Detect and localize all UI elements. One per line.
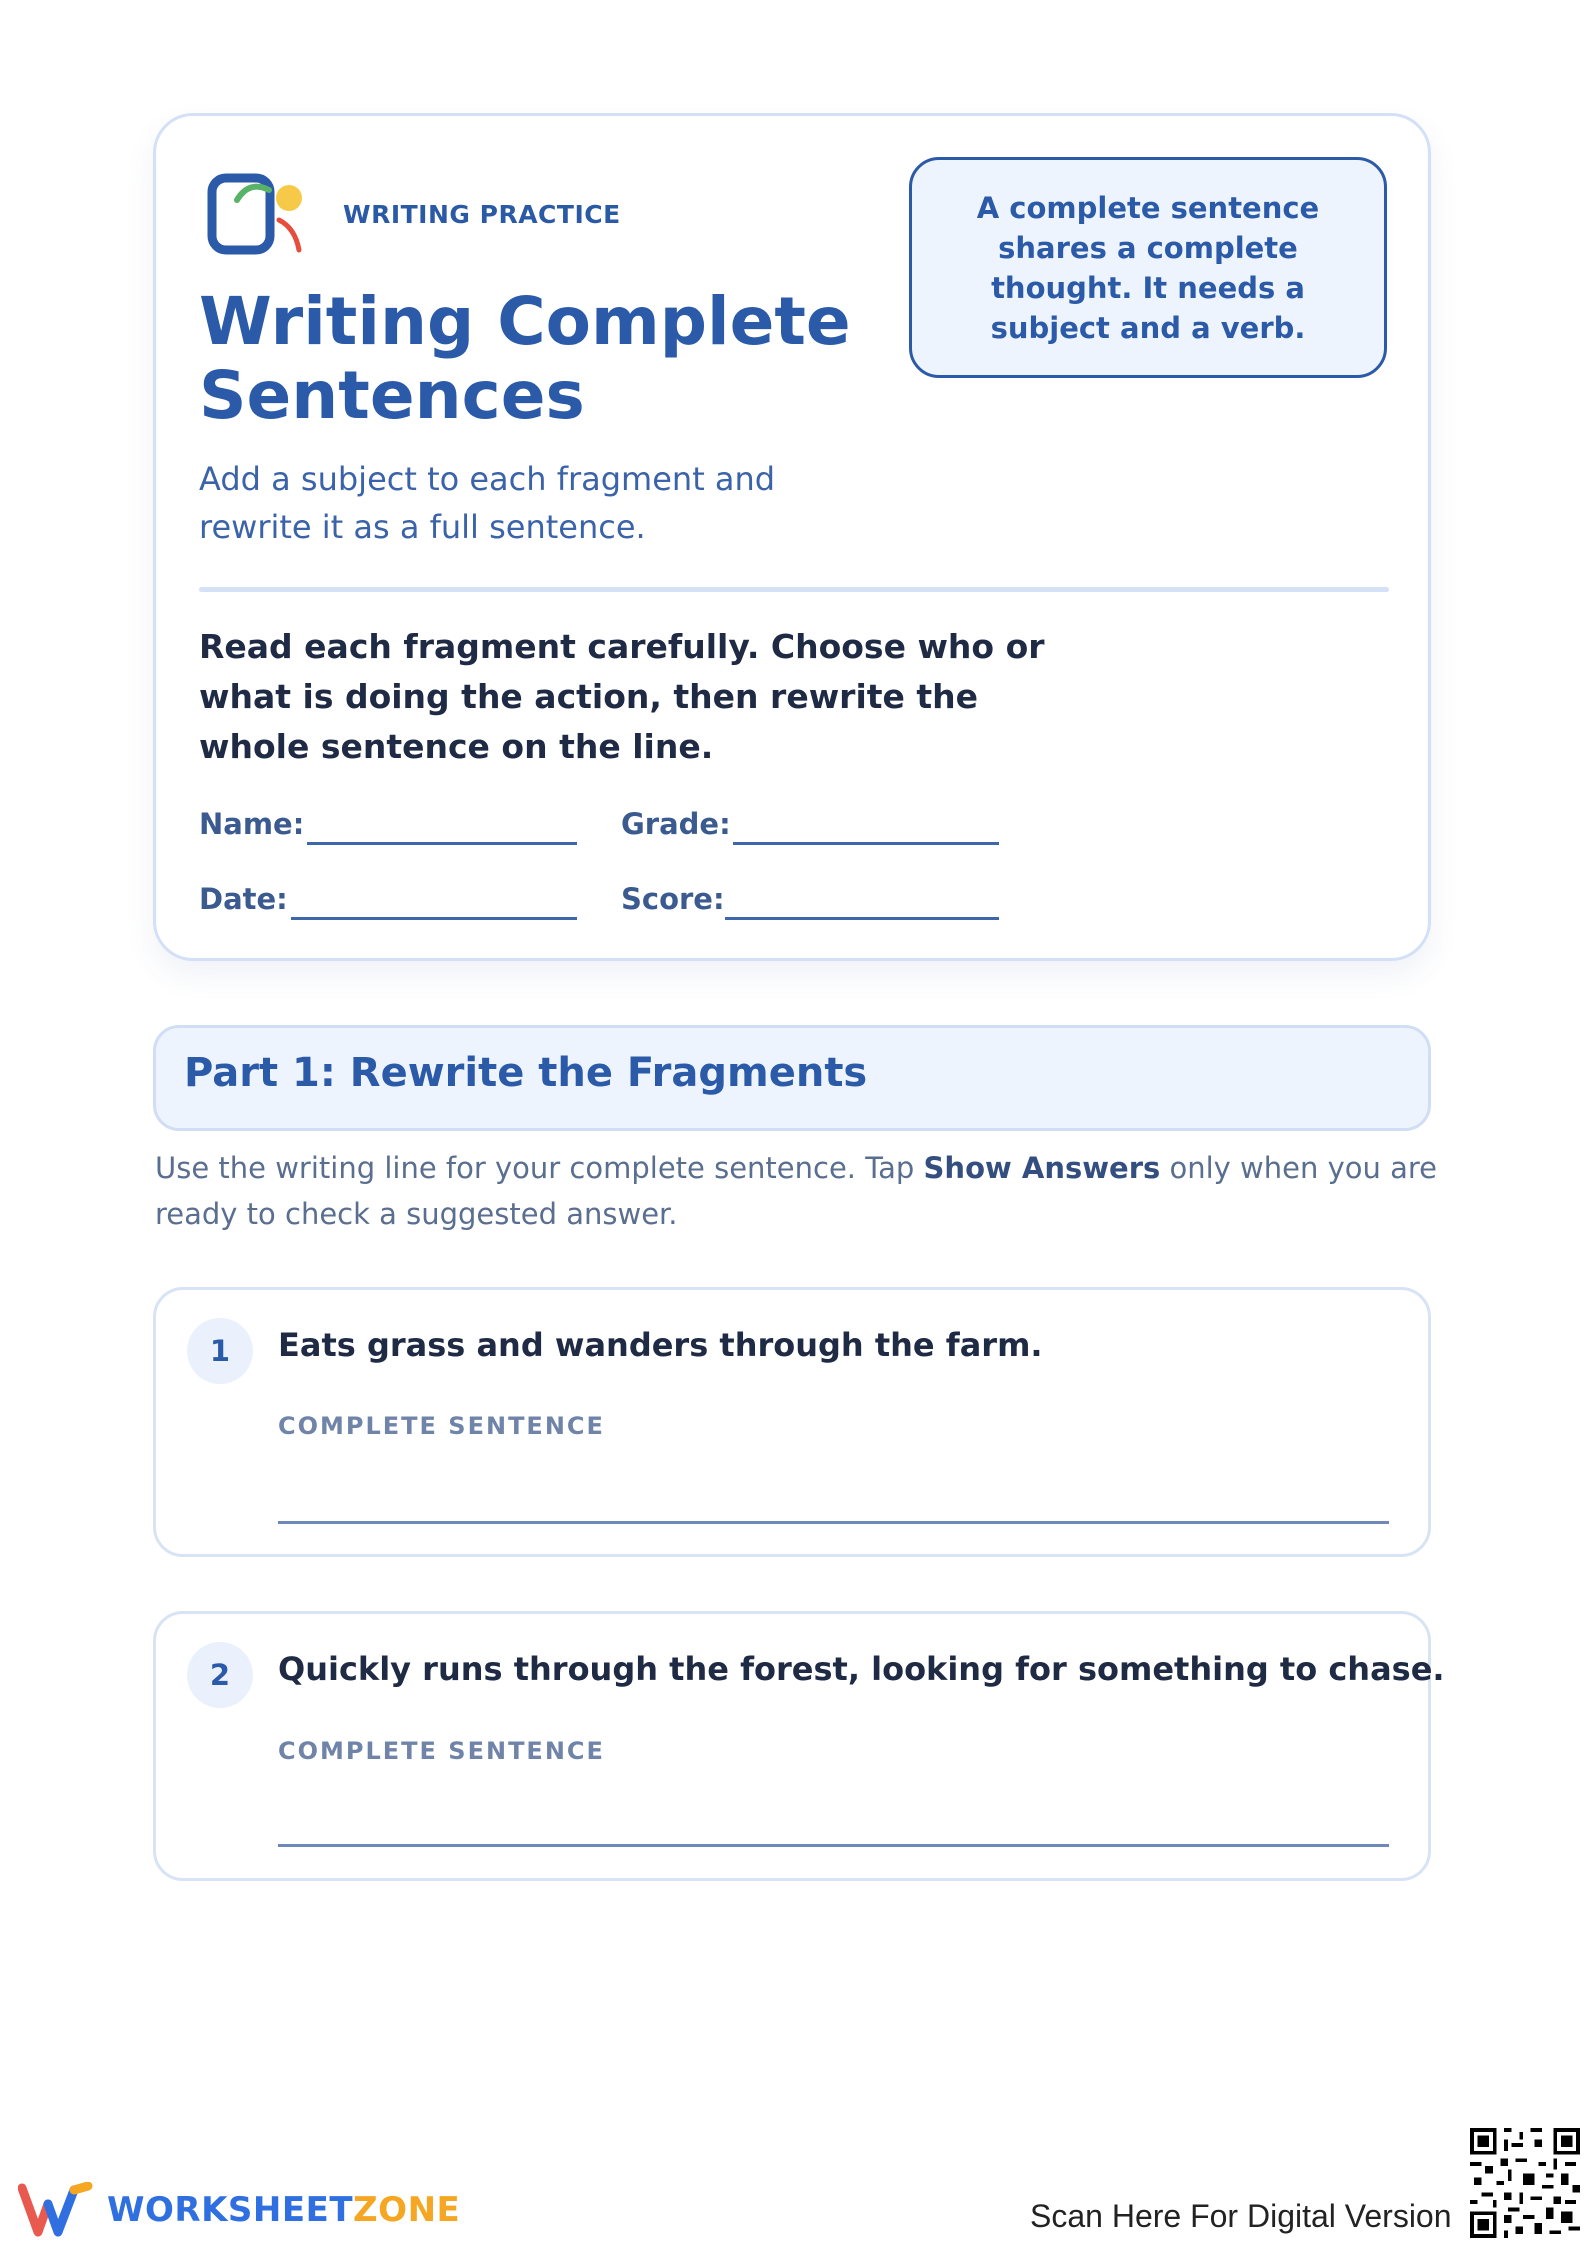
answer-line[interactable] — [278, 1844, 1389, 1847]
brand-name — [107, 2190, 460, 2230]
divider — [199, 587, 1389, 592]
writing-practice-logo-icon — [207, 170, 317, 260]
question-number: 2 — [187, 1642, 253, 1708]
question-caption: COMPLETE SENTENCE — [278, 1412, 605, 1440]
worksheetzone-logo-icon — [18, 2182, 96, 2237]
date-field[interactable] — [291, 917, 577, 920]
scan-text: Scan Here For Digital Version — [1030, 2198, 1452, 2234]
score-label: Score: — [621, 882, 725, 916]
name-label: Name: — [199, 807, 305, 841]
page-title: Writing Complete Sentences — [199, 283, 851, 434]
kicker-label: WRITING PRACTICE — [343, 200, 621, 229]
part-description — [155, 1145, 1445, 1237]
score-field[interactable] — [725, 917, 999, 920]
date-label: Date: — [199, 882, 288, 916]
tip-text: A complete sentence shares a complete thought. It needs a subject and a verb. — [976, 190, 1320, 345]
page-subtitle: Add a subject to each fragment and rewrite it as a full sentence. — [199, 460, 776, 546]
part-desc-before: Use the writing line for your complete sentence. Tap — [155, 1151, 924, 1185]
show-answers-text: Show Answers — [923, 1151, 1161, 1185]
tip-box — [909, 157, 1387, 378]
part-desc-after: only when you are ready to check a suggested answer. — [155, 1151, 1437, 1231]
instructions-text: Read each fragment carefully. Choose who or what is doing the action, then rewrite the whole sentence on the line. — [199, 627, 1045, 766]
grade-label: Grade: — [621, 807, 731, 841]
answer-line[interactable] — [278, 1521, 1389, 1524]
grade-field[interactable] — [733, 842, 999, 845]
brand-part-1: WORKSHEET — [107, 2190, 354, 2230]
question-fragment: Quickly runs through the forest, looking for something to chase. — [278, 1650, 1445, 1688]
qr-code-icon[interactable] — [1470, 2128, 1580, 2238]
question-number: 1 — [187, 1318, 253, 1384]
name-field[interactable] — [307, 842, 577, 845]
part-title: Part 1: Rewrite the Fragments — [184, 1050, 868, 1096]
question-fragment: Eats grass and wanders through the farm. — [278, 1326, 1043, 1364]
brand-part-2: ZONE — [353, 2190, 461, 2230]
question-caption: COMPLETE SENTENCE — [278, 1737, 605, 1765]
